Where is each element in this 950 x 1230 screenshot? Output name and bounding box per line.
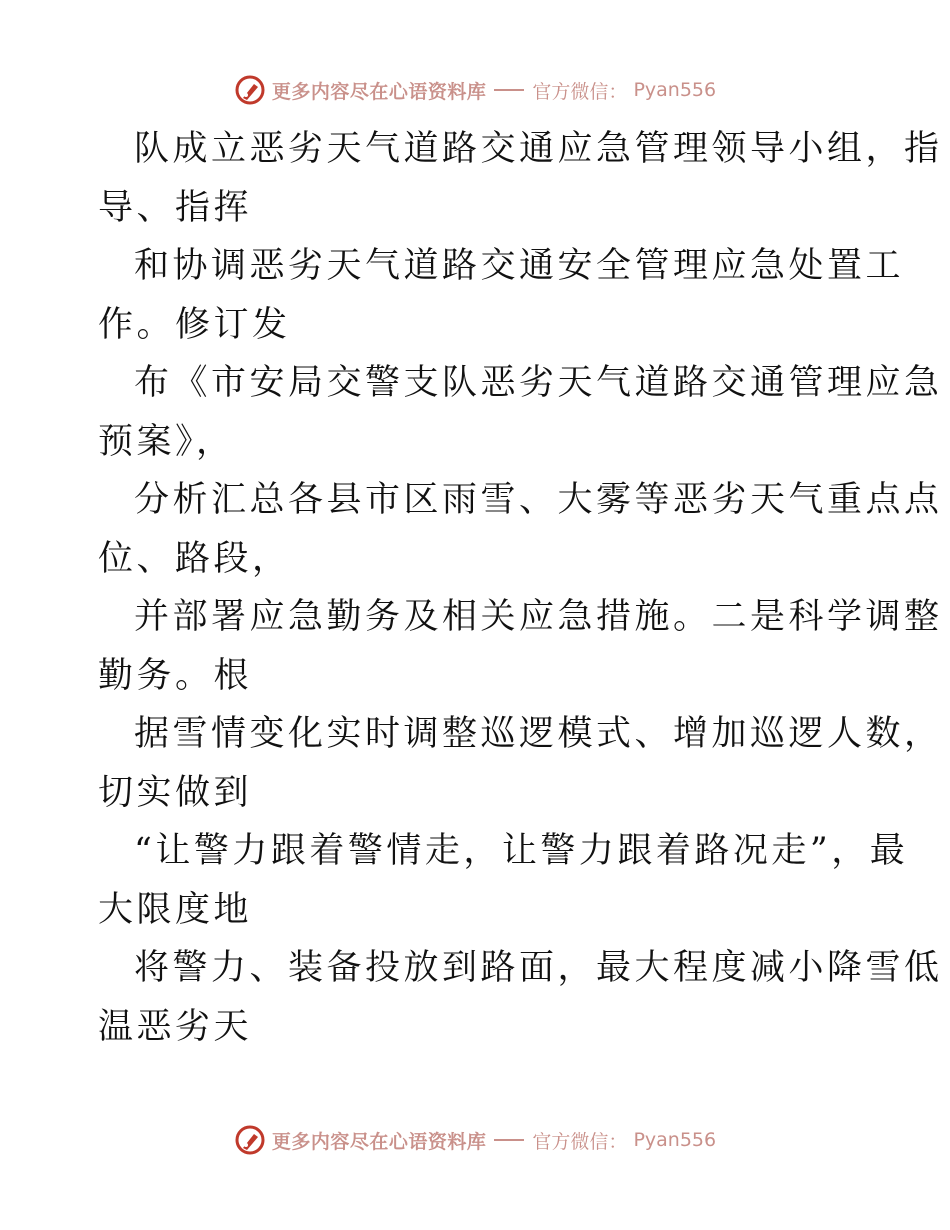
watermark-site-text: 更多内容尽在心语资料库 bbox=[271, 1130, 487, 1153]
watermark-dash bbox=[494, 89, 524, 91]
text-line: 温恶劣天 bbox=[98, 1006, 253, 1047]
watermark-dash bbox=[494, 1139, 524, 1141]
text-line: 分析汇总各县市区雨雪、大雾等恶劣天气重点点 bbox=[134, 480, 943, 520]
watermark-id: Pyan556 bbox=[633, 1129, 717, 1151]
footer-watermark bbox=[0, 1120, 950, 1160]
text-line: 将警力、装备投放到路面，最大程度减小降雪低 bbox=[134, 948, 943, 988]
pen-nib-seal-icon bbox=[234, 74, 266, 106]
text-line: 大限度地 bbox=[98, 889, 253, 930]
watermark-site-text: 更多内容尽在心语资料库 bbox=[271, 80, 487, 103]
text-line: 并部署应急勤务及相关应急措施。二是科学调整 bbox=[134, 597, 943, 637]
document-body bbox=[98, 120, 943, 1056]
header-watermark bbox=[0, 70, 950, 110]
watermark-label: 官方微信： bbox=[532, 80, 628, 103]
text-line: 导、指挥 bbox=[98, 187, 253, 228]
text-line: 队成立恶劣天气道路交通应急管理领导小组，指 bbox=[134, 129, 943, 169]
text-line: 勤务。根 bbox=[98, 655, 253, 696]
pen-nib-seal-icon bbox=[234, 1124, 266, 1156]
text-line: 位、路段， bbox=[98, 538, 291, 579]
text-line: 作。修订发 bbox=[98, 304, 291, 345]
text-line: 布《市安局交警支队恶劣天气道路交通管理应急 bbox=[134, 363, 943, 403]
watermark-id: Pyan556 bbox=[633, 79, 717, 101]
text-line: 切实做到 bbox=[98, 772, 253, 813]
text-line: 和协调恶劣天气道路交通安全管理应急处置工 bbox=[134, 246, 905, 286]
watermark-label: 官方微信： bbox=[532, 1130, 628, 1153]
text-line: 据雪情变化实时调整巡逻模式、增加巡逻人数， bbox=[134, 714, 943, 754]
text-line: 预案》， bbox=[98, 421, 235, 462]
text-line: “让警力跟着警情走，让警力跟着路况走”，最 bbox=[134, 831, 909, 871]
